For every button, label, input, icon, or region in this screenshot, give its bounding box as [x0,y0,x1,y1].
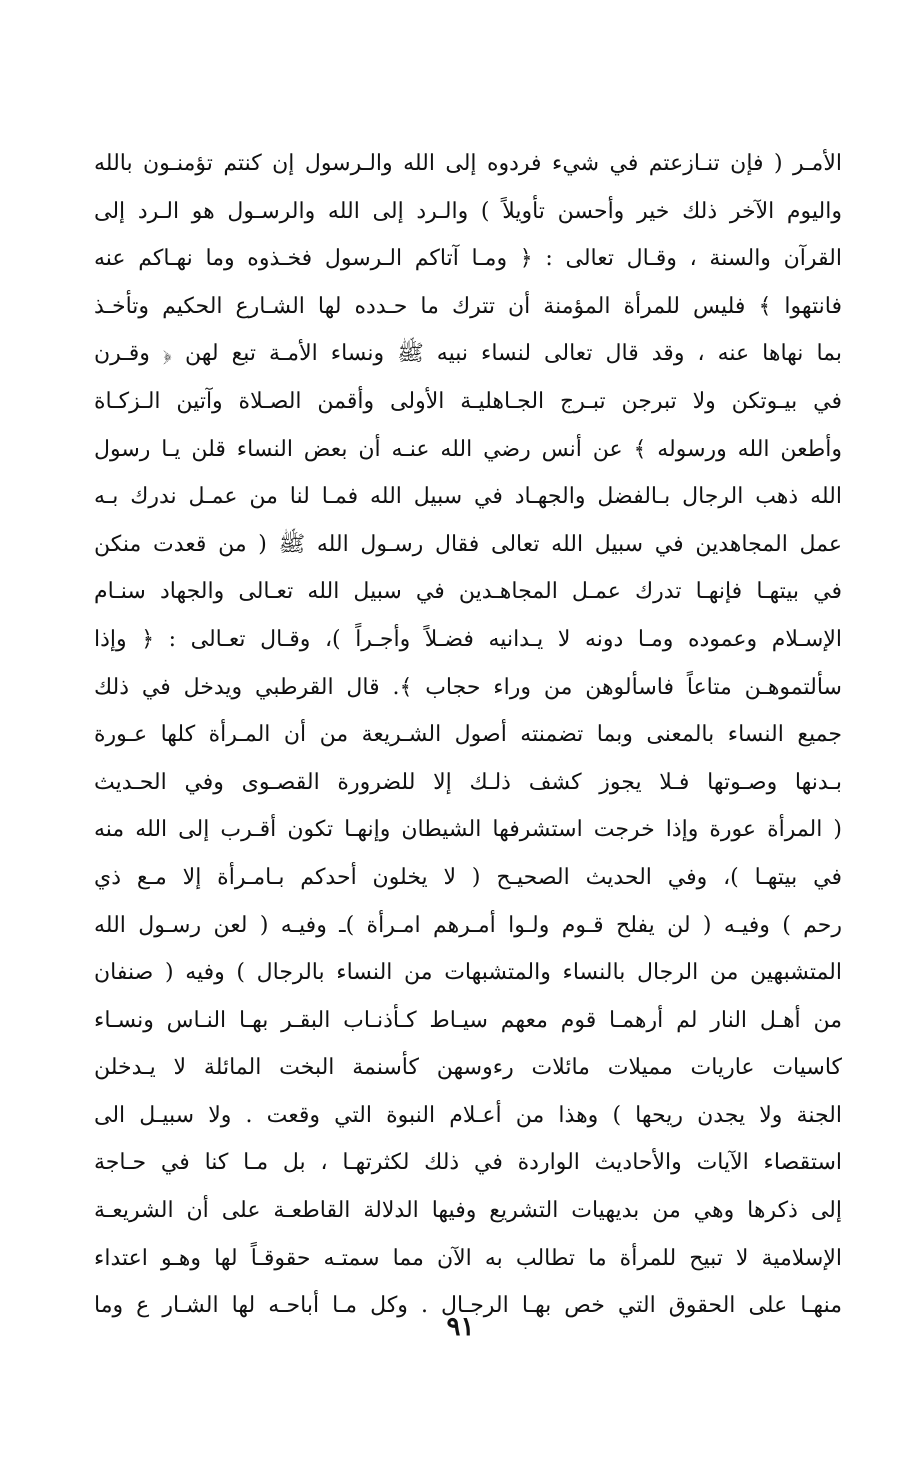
text-line-2: واليوم الآخر ذلك خير وأحسن تأويلاً ) والـرد إلى الله والرسـول هو الـرد إلى [94,198,842,224]
text-line-3: القرآن والسنة ، وقـال تعالى : ﴿ ومـا آتاكم الـرسول فخـذوه وما نهـاكم عنه [94,246,842,272]
text-line-4: فانتهوا ﴾ فليس للمرأة المؤمنة أن تترك ما حـدده لها الشـارع الحكيم وتأخـذ [94,293,842,319]
text-line-10: في بيتهـا فإنهـا تدرك عمـل المجاهـدين في سبيل الله تعـالى والجهاد سنـام [94,579,842,605]
text-line-19: من أهـل النار لم أرهمـا قوم معهم سيـاط كـأذنـاب البقـر بهـا النـاس ونسـاء [94,1007,842,1033]
body-text [94,140,842,1330]
text-line-6: في بيـوتكن ولا تبرجن تبـرج الجـاهليـة الأولى وأقمن الصـلاة وآتين الـزكـاة [94,388,842,414]
page-number: ٩١ [446,1312,475,1342]
text-line-22: استقصاء الآيات والأحاديث الواردة في ذلك لكثرتهـا ، بل مـا كنا في حـاجة [94,1150,842,1176]
text-line-7: وأطعن الله ورسوله ﴾ عن أنس رضي الله عنـه أن بعض النساء قلن يـا رسول [94,436,842,462]
text-line-11: الإسـلام وعموده ومـا دونه لا يـدانيه فضـلاً وأجـراً )، وقـال تعـالى : ﴿ وإذا [94,626,842,652]
text-line-14: بـدنها وصـوتها فـلا يجوز كشف ذلـك إلا للضرورة القصـوى وفي الحـديث [94,769,842,795]
text-line-20: كاسيات عاريات مميلات مائلات رءوسهن كأسنمة البخت المائلة لا يـدخلن [94,1055,842,1081]
text-line-24: الإسلامية لا تبيح للمرأة ما تطالب به الآن مما سمتـه حقوقـاً لها وهـو اعتداء [94,1245,842,1271]
text-line-18: المتشبهين من الرجال بالنساء والمتشبهات من النساء بالرجال ) وفيه ( صنفان [94,960,842,986]
text-line-23: إلى ذكرها وهي من بديهيات التشريع وفيها الدلالة القاطعـة على أن الشريعـة [94,1198,842,1224]
text-line-21: الجنة ولا يجدن ريحها ) وهذا من أعـلام النبوة التي وقعت . ولا سبيـل الى [94,1102,842,1128]
text-line-9: عمل المجاهدين في سبيل الله تعالى فقال رسـول الله ﷺ ( من قعدت منكن [94,531,842,557]
text-line-17: رحم ) وفيـه ( لن يفلح قـوم ولـوا أمـرهم امـرأة )ـ وفيـه ( لعن رسـول الله [94,912,842,938]
text-line-8: الله ذهب الرجال بـالفضل والجهـاد في سبيل الله فمـا لنا من عمـل ندرك بـه [94,484,842,510]
text-line-5: بما نهاها عنه ، وقد قال تعالى لنساء نبيه ﷺ ونساء الأمـة تبع لهن ﴿ وقـرن [94,341,842,367]
text-line-12: سألتموهـن متاعاً فاسألوهن من وراء حجاب ﴾. قال القرطبي ويدخل في ذلك [94,674,842,700]
text-line-15: ( المرأة عورة وإذا خرجت استشرفها الشيطان وإنهـا تكون أقـرب إلى الله منه [94,817,842,843]
text-line-25: منهـا على الحقوق التي خص بهـا الرجـال . وكل مـا أباحـه لها الشـار ع وما [94,1293,842,1319]
text-line-16: في بيتهـا )، وفي الحديث الصحيـح ( لا يخلون أحدكم بـامـرأة إلا مـع ذي [94,864,842,890]
text-line-1: الأمـر ( فإن تنـازعتم في شيء فردوه إلى الله والـرسول إن كنتم تؤمنـون بالله [94,151,842,176]
text-line-13: جميع النساء بالمعنى وبما تضمنته أصول الشـريعة من أن المـرأة كلها عـورة [94,722,842,748]
